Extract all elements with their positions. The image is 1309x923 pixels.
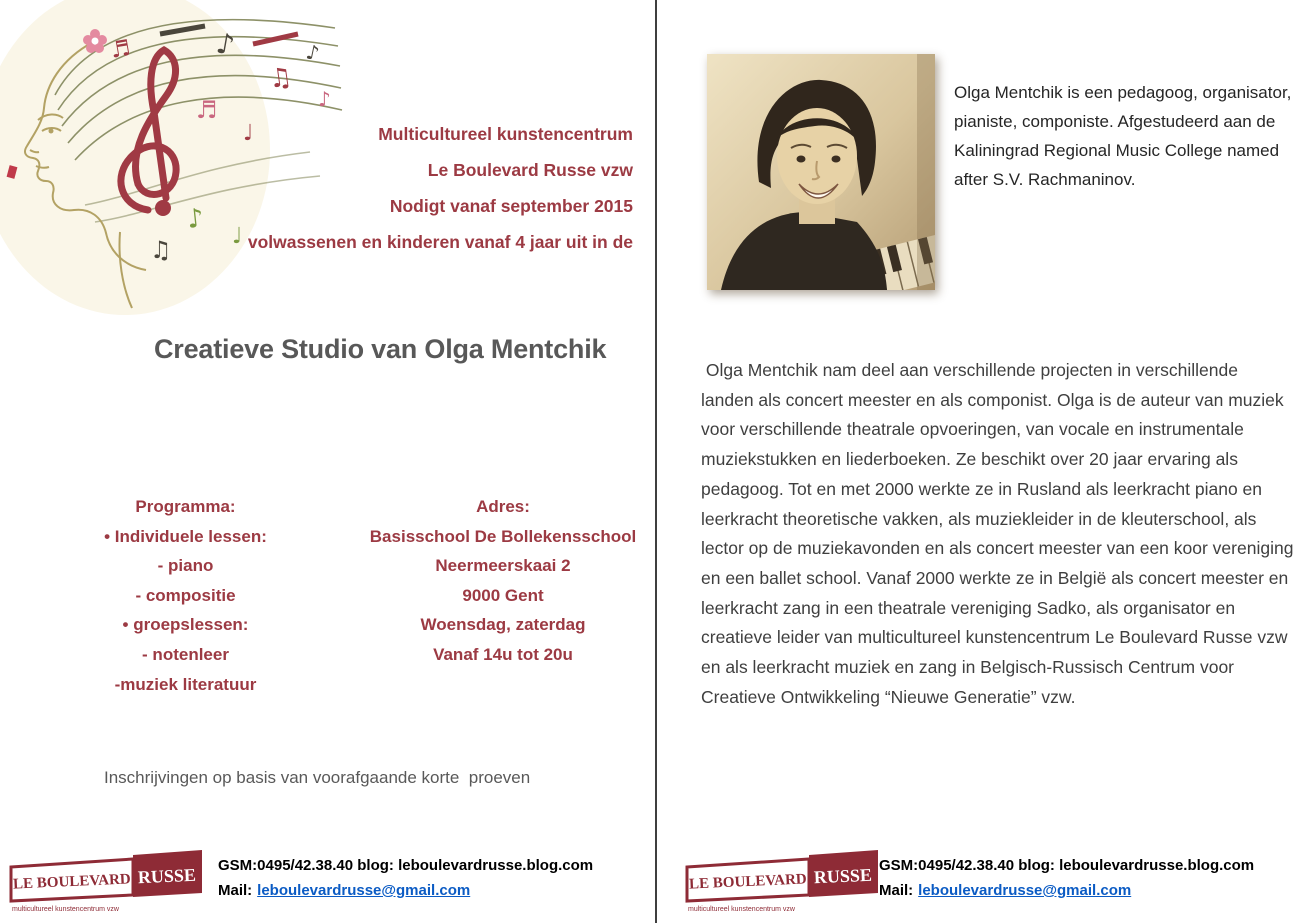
- logo-text-russe: RUSSE: [137, 864, 197, 888]
- svg-text:♩: ♩: [243, 121, 254, 146]
- intro-line: Le Boulevard Russe vzw: [427, 160, 633, 180]
- svg-text:♫: ♫: [266, 61, 295, 95]
- adres-line: 9000 Gent: [462, 585, 544, 605]
- logo-subtitle: multicultureel kunstencentrum vzw: [12, 906, 119, 913]
- registration-note: Inschrijvingen op basis van voorafgaande korte proeven: [104, 768, 531, 787]
- logo-svg: [681, 849, 881, 915]
- logo-subtitle: multicultureel kunstencentrum vzw: [688, 906, 795, 913]
- photo-edge-shadow: [917, 54, 935, 290]
- adres-line: Basisschool De Bollekensschool: [369, 526, 637, 546]
- contact-info: [879, 853, 1254, 903]
- mail-link[interactable]: leboulevardrusse@gmail.com: [257, 882, 471, 899]
- svg-text:♩: ♩: [232, 224, 243, 249]
- logo-text-russe: RUSSE: [813, 864, 873, 888]
- intro-line: volwassenen en kinderen vanaf 4 jaar uit in de: [247, 232, 633, 252]
- adres-line: Woensdag, zaterdag: [420, 615, 586, 635]
- svg-text:♬: ♬: [108, 35, 133, 64]
- programma-item: • Individuele lessen:: [58, 522, 313, 552]
- mail-line: [879, 878, 1254, 903]
- programma-item: - compositie: [135, 585, 236, 605]
- svg-text:♪: ♪: [303, 39, 322, 66]
- gsm-blog-line: GSM:0495/42.38.40 blog: leboulevardrusse.blog.com: [879, 857, 1255, 874]
- svg-text:♫: ♫: [150, 236, 172, 264]
- logo-text-le-boulevard: LE BOULEVARD: [12, 871, 132, 893]
- adres-line: Neermeerskaai 2: [435, 556, 571, 576]
- adres-section: [368, 492, 638, 670]
- mail-label: Mail:: [879, 882, 914, 899]
- svg-text:♪: ♪: [185, 203, 206, 235]
- olga-photo-svg: [707, 54, 935, 290]
- adres-line: Vanaf 14u tot 20u: [433, 644, 573, 664]
- programma-section: [58, 492, 313, 699]
- programma-item: -muziek literatuur: [114, 674, 257, 694]
- page-title: Creatieve Studio van Olga Mentchik: [154, 334, 607, 364]
- bio-paragraph: Olga Mentchik nam deel aan verschillende projecten in verschillende landen als concert meester en als componist. Olga is de auteur van muziek voor verschillende theatrale opvoeringen, van vocale en instrumentale muziekstukken en liederboeken. Ze beschikt over 20 jaar ervaring als pedagoog. Tot en met 2000 werkte ze in Rusland als leerkracht piano en leerkracht theoretische vakken, als muziekleider in de kleuterschool, als lector op de muziekavonden en als concert meester van een koor vereniging en een ballet school. Vanaf 2000 werkte ze in België als concert meester en leerkracht zang in een theatrale vereniging Sadko, als organisator en creatieve leider van multicultureel kunstencentrum Le Boulevard Russe vzw en als leerkracht muziek en zang in Belgisch-Russisch Centrum voor Creatieve Ontwikkeling “Nieuwe Generatie” vzw.: [701, 360, 1299, 707]
- olga-photo: [707, 54, 935, 290]
- contact-info: [218, 853, 593, 903]
- bio-intro: Olga Mentchik is een pedagoog, organisator, pianiste, componiste. Afgestudeerd aan de Kaliningrad Regional Music College named after S.V. Rachmaninov.: [954, 83, 1292, 189]
- svg-text:♪: ♪: [213, 26, 238, 62]
- mail-link[interactable]: leboulevardrusse@gmail.com: [918, 882, 1132, 899]
- programma-item: - notenleer: [142, 644, 229, 664]
- intro-line: Multicultureel kunstencentrum: [378, 124, 633, 144]
- svg-text:♬: ♬: [196, 96, 218, 124]
- mail-line: [218, 878, 593, 903]
- programma-item: - piano: [157, 556, 214, 576]
- programma-item: • groepslessen:: [58, 610, 313, 640]
- le-boulevard-russe-logo: [5, 849, 205, 915]
- page-right: [657, 0, 1309, 923]
- le-boulevard-russe-logo: [681, 849, 881, 915]
- mail-label: Mail:: [218, 882, 253, 899]
- intro-text: [235, 116, 633, 260]
- logo-svg: [5, 849, 205, 915]
- svg-text:♪: ♪: [318, 87, 331, 111]
- intro-line: Nodigt vanaf september 2015: [389, 196, 633, 216]
- programma-heading: Programma:: [135, 497, 236, 516]
- adres-heading: Adres:: [476, 497, 530, 516]
- gsm-blog-line: GSM:0495/42.38.40 blog: leboulevardrusse.blog.com: [218, 857, 594, 874]
- logo-text-le-boulevard: LE BOULEVARD: [688, 871, 808, 893]
